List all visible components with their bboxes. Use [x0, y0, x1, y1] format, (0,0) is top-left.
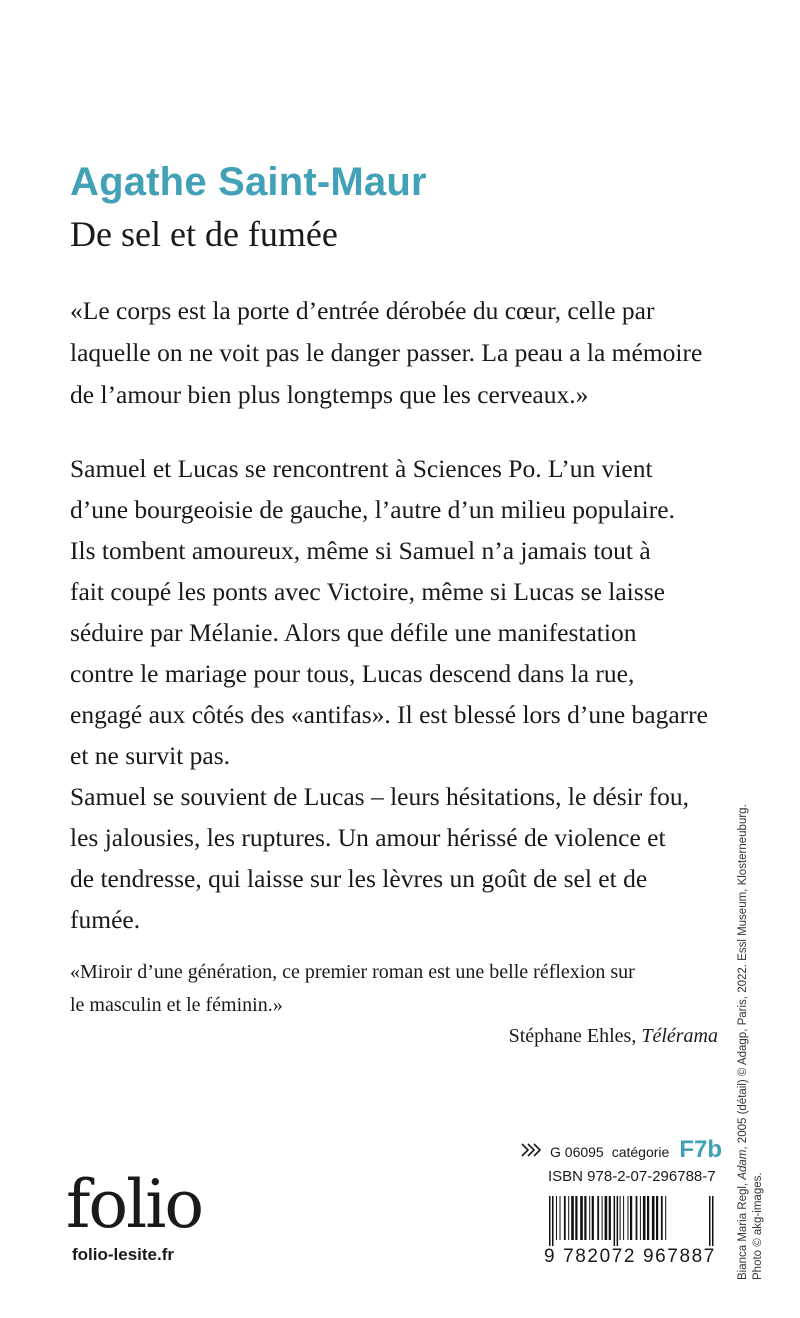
- review-line: «Miroir d’une génération, ce premier roman est une belle réflexion sur: [70, 961, 635, 983]
- barcode-bar: [549, 1196, 551, 1246]
- synopsis-line: séduire par Mélanie. Alors que défile une manifestation: [70, 618, 637, 647]
- folio-logo: folio: [66, 1166, 203, 1243]
- epigraph-quote: [70, 290, 720, 416]
- review-credit: [509, 1020, 718, 1053]
- barcode-bar: [709, 1196, 711, 1246]
- barcode-bar: [597, 1196, 599, 1240]
- catalog-code: G 06095: [550, 1144, 604, 1160]
- synopsis-line: fait coupé les ponts avec Victoire, même si Lucas se laisse: [70, 577, 665, 606]
- barcode-bar: [628, 1196, 629, 1240]
- barcode-bar: [656, 1196, 658, 1240]
- barcode-bar: [623, 1196, 624, 1240]
- synopsis-line: et ne survit pas.: [70, 741, 231, 770]
- book-title: De sel et de fumée: [70, 214, 338, 254]
- barcode-bar: [605, 1196, 608, 1240]
- category-code: F7b: [679, 1136, 722, 1163]
- barcode-bar: [617, 1196, 619, 1246]
- synopsis-line: contre le mariage pour tous, Lucas descend dans la rue,: [70, 659, 635, 688]
- catalog-info: [520, 1136, 722, 1164]
- barcode-bar: [643, 1196, 646, 1240]
- review-line: le masculin et le féminin.»: [70, 994, 283, 1016]
- credit-line: Photo © akg-images.: [752, 1172, 764, 1280]
- quote-line: de l’amour bien plus longtemps que les cerveaux.»: [70, 380, 589, 409]
- barcode-bar: [571, 1196, 574, 1240]
- barcode-bar: [580, 1196, 583, 1240]
- synopsis-line: Samuel et Lucas se rencontrent à Sciences Po. L’un vient: [70, 454, 653, 483]
- isbn: ISBN 978-2-07-296788-7: [548, 1168, 716, 1185]
- review-source: Télérama: [641, 1025, 718, 1047]
- quote-line: «Le corps est la porte d’entrée dérobée du cœur, celle par: [70, 296, 655, 325]
- barcode-bar: [712, 1196, 714, 1246]
- barcode-bar: [620, 1196, 621, 1240]
- barcode-bar: [575, 1196, 577, 1240]
- barcode-digits: 9 782072 967887: [544, 1246, 716, 1267]
- barcode-bar: [614, 1196, 616, 1246]
- barcode-bar: [560, 1196, 561, 1240]
- barcode-bar: [589, 1196, 590, 1240]
- artwork-title: Adam: [737, 1149, 749, 1180]
- quote-line: laquelle on ne voit pas le danger passer. La peau a la mémoire: [70, 338, 703, 367]
- critic-name: Stéphane Ehles,: [508, 1025, 637, 1047]
- synopsis-line: Samuel se souvient de Lucas – leurs hésitations, le désir fou,: [70, 782, 689, 811]
- barcode-bar: [552, 1196, 554, 1246]
- category-label: catégorie: [611, 1144, 670, 1160]
- synopsis: [70, 448, 720, 940]
- barcode-bar: [568, 1196, 569, 1240]
- credit-line: Bianca Maria Regl, Adam, 2005 (détail) © Adagp, Paris, 2022. Essl Museum, Klosterneuburg.: [737, 804, 749, 1280]
- synopsis-line: fumée.: [70, 905, 141, 934]
- barcode-bar: [652, 1196, 655, 1240]
- barcode-bar: [636, 1196, 638, 1240]
- barcode-bar: [584, 1196, 586, 1240]
- barcode-bar: [665, 1196, 666, 1240]
- synopsis-line: les jalousies, les ruptures. Un amour hérissé de violence et: [70, 823, 666, 852]
- image-credits: [736, 804, 766, 1280]
- barcode-bar: [564, 1196, 566, 1240]
- folio-emblem-icon: [520, 1141, 542, 1159]
- synopsis-line: d’une bourgeoisie de gauche, l’autre d’un milieu populaire.: [70, 495, 675, 524]
- publisher-website: folio-lesite.fr: [72, 1245, 175, 1264]
- press-review: [70, 956, 730, 1022]
- barcode-bar: [640, 1196, 641, 1240]
- barcode-bar: [661, 1196, 663, 1240]
- barcode-bar: [647, 1196, 649, 1240]
- synopsis-line: engagé aux côtés des «antifas». Il est blessé lors d’une bagarre: [70, 700, 708, 729]
- barcode-bar: [556, 1196, 557, 1240]
- barcode-bar: [592, 1196, 594, 1240]
- author-name: Agathe Saint-Maur: [70, 160, 427, 204]
- synopsis-line: de tendresse, qui laisse sur les lèvres un goût de sel et de: [70, 864, 648, 893]
- synopsis-line: Ils tombent amoureux, même si Samuel n’a jamais tout à: [70, 536, 651, 565]
- barcode-bar: [630, 1196, 632, 1240]
- barcode-bar: [609, 1196, 611, 1240]
- barcode-bar: [602, 1196, 603, 1240]
